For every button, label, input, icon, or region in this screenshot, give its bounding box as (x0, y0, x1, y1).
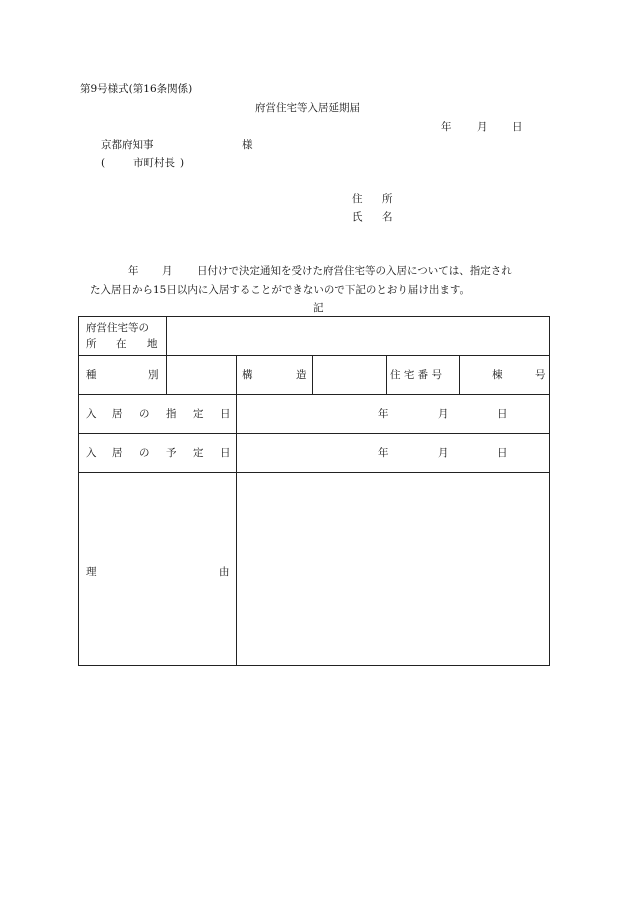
body-year-label: 年 (128, 265, 139, 277)
addressee-governor: 京都府知事 (101, 139, 154, 151)
application-table (78, 316, 550, 666)
location-label-char: 地 (147, 338, 158, 350)
structure-label-char: 構 (242, 369, 253, 381)
house-number-label: 住 宅 番 号 (390, 369, 443, 381)
location-label-char: 所 (86, 338, 97, 350)
designated-date-label-char: 日 (220, 408, 231, 420)
designated-date-month: 月 (438, 408, 449, 420)
reason-field[interactable] (241, 477, 545, 661)
location-label-char: 在 (116, 338, 127, 350)
planned-date-field[interactable] (241, 437, 545, 469)
body-text-line-2: た入居日から15日以内に入居することができないので下記のとおり届け出ます。 (90, 284, 471, 296)
addressee-honorific: 様 (242, 139, 253, 151)
type-field[interactable] (169, 359, 233, 391)
planned-date-month: 月 (438, 447, 449, 459)
date-month-label: 月 (477, 121, 488, 133)
document-title: 府営住宅等入居延期届 (255, 102, 360, 114)
structure-label-char: 造 (296, 369, 307, 381)
planned-date-label-char: 定 (193, 447, 204, 459)
designated-date-label-char: の (139, 408, 150, 420)
name-label-second: 名 (382, 211, 393, 223)
planned-date-label-char: 日 (220, 447, 231, 459)
date-day-label: 日 (512, 121, 523, 133)
planned-date-year: 年 (378, 447, 389, 459)
col-divider (166, 317, 167, 394)
location-label-line1: 府営住宅等の (86, 322, 149, 334)
addressee-paren-close: ) (180, 157, 185, 169)
planned-date-label-char: の (139, 447, 150, 459)
name-label-first: 氏 (352, 211, 363, 223)
designated-date-label-char: 入 (86, 408, 97, 420)
planned-date-day: 日 (497, 447, 508, 459)
col-divider (386, 355, 387, 394)
reason-label-char: 由 (219, 566, 230, 578)
location-field[interactable] (171, 321, 547, 351)
building-label-char: 号 (535, 369, 546, 381)
type-label-char: 種 (86, 369, 97, 381)
address-label-first: 住 (352, 193, 363, 205)
planned-date-label-char: 予 (166, 447, 177, 459)
row-divider (79, 394, 549, 395)
planned-date-label-char: 入 (86, 447, 97, 459)
col-divider (312, 355, 313, 394)
body-month-label: 月 (162, 265, 173, 277)
form-number: 第9号様式(第16条関係) (80, 83, 193, 95)
ki-heading: 記 (313, 302, 324, 314)
row-divider (79, 433, 549, 434)
addressee-paren-open: ( (101, 157, 106, 169)
building-label-char: 棟 (492, 369, 503, 381)
address-label-second: 所 (382, 193, 393, 205)
row-divider (79, 472, 549, 473)
col-divider (459, 355, 460, 394)
date-year-label: 年 (441, 121, 452, 133)
row-divider (79, 355, 549, 356)
designated-date-label-char: 指 (166, 408, 177, 420)
designated-date-year: 年 (378, 408, 389, 420)
designated-date-day: 日 (497, 408, 508, 420)
designated-date-field[interactable] (241, 398, 545, 430)
designated-date-label-char: 居 (112, 408, 123, 420)
col-divider (236, 355, 237, 666)
type-label-char: 別 (148, 369, 159, 381)
body-text-line-1: 日付けで決定通知を受けた府営住宅等の入居については、指定され (197, 265, 512, 277)
designated-date-label-char: 定 (193, 408, 204, 420)
reason-label-char: 理 (86, 566, 97, 578)
structure-field[interactable] (316, 359, 382, 391)
planned-date-label-char: 居 (112, 447, 123, 459)
addressee-mayor: 市町村長 (133, 157, 175, 169)
